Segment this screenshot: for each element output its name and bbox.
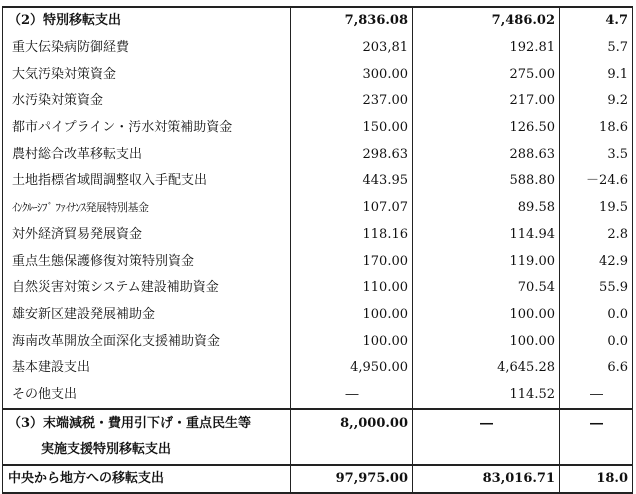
total-value-1: 97,975.00: [291, 465, 413, 494]
row-value-3: 55.9: [560, 275, 633, 302]
row-value-3: 19.5: [560, 195, 633, 222]
row-value-2: 288.63: [413, 141, 560, 168]
row-value-2: 192.81: [413, 35, 560, 62]
row-value-2: 588.80: [413, 168, 560, 195]
row-value-2: 70.54: [413, 275, 560, 302]
table-row: [3, 222, 633, 249]
table-row: [3, 35, 633, 62]
table-row: [3, 302, 633, 329]
row-label: ｲﾝｸﾙｰｼﾌﾞ ﾌｧｲﾅﾝｽ発展特別基金: [3, 195, 291, 222]
row-value-1: 203,81: [291, 35, 413, 62]
row-value-1: 300.00: [291, 61, 413, 88]
section-2-label: （2）特別移転支出: [3, 7, 291, 35]
section-3-row-continued: [3, 437, 633, 465]
row-value-3: 42.9: [560, 248, 633, 275]
row-value-3: 6.6: [560, 355, 633, 382]
row-value-1: ―: [291, 382, 413, 410]
row-value-1: 4,950.00: [291, 355, 413, 382]
row-value-2: 275.00: [413, 61, 560, 88]
table-row: [3, 115, 633, 142]
row-value-2: 126.50: [413, 115, 560, 142]
section-2-value-3: 4.7: [560, 7, 633, 35]
row-label: 農村総合改革移転支出: [3, 141, 291, 168]
section-2-value-1: 7,836.08: [291, 7, 413, 35]
row-value-2: 119.00: [413, 248, 560, 275]
row-value-3: 0.0: [560, 328, 633, 355]
row-value-3: ―: [560, 382, 633, 410]
row-value-1: 170.00: [291, 248, 413, 275]
row-value-1: 118.16: [291, 222, 413, 249]
row-value-2: 114.94: [413, 222, 560, 249]
row-label: 重点生態保護修復対策特別資金: [3, 248, 291, 275]
row-value-3: 5.7: [560, 35, 633, 62]
table-row: [3, 328, 633, 355]
row-label: 雄安新区建設発展補助金: [3, 302, 291, 329]
section-2-value-2: 7,486.02: [413, 7, 560, 35]
section-3-value-2: ―: [413, 409, 560, 437]
section-3-empty-2: [413, 437, 560, 465]
table-row: [3, 382, 633, 410]
section-3-empty-1: [291, 437, 413, 465]
table-row: [3, 141, 633, 168]
section-3-label-line1: （3）末端減税・費用引下げ・重点民生等: [3, 409, 291, 437]
row-label: 土地指標省域間調整収入手配支出: [3, 168, 291, 195]
row-value-3: 2.8: [560, 222, 633, 249]
row-value-2: 100.00: [413, 328, 560, 355]
row-value-1: 237.00: [291, 88, 413, 115]
row-value-2: 4,645.28: [413, 355, 560, 382]
row-label: 自然災害対策システム建設補助資金: [3, 275, 291, 302]
row-value-2: 89.58: [413, 195, 560, 222]
section-3-value-1: 8,,000.00: [291, 409, 413, 437]
row-value-2: 114.52: [413, 382, 560, 410]
table-row: [3, 168, 633, 195]
table-row: [3, 275, 633, 302]
row-value-2: 217.00: [413, 88, 560, 115]
row-value-2: 100.00: [413, 302, 560, 329]
row-value-3: 3.5: [560, 141, 633, 168]
table-row: [3, 88, 633, 115]
total-label: 中央から地方への移転支出: [3, 465, 291, 494]
row-value-1: 100.00: [291, 302, 413, 329]
total-value-2: 83,016.71: [413, 465, 560, 494]
total-value-3: 18.0: [560, 465, 633, 494]
row-label: 水汚染対策資金: [3, 88, 291, 115]
row-value-1: 298.63: [291, 141, 413, 168]
section-2-row: [3, 7, 633, 35]
table-row: [3, 195, 633, 222]
row-value-3: 0.0: [560, 302, 633, 329]
table-row: [3, 61, 633, 88]
row-value-1: 150.00: [291, 115, 413, 142]
row-value-3: 9.2: [560, 88, 633, 115]
row-value-3: 9.1: [560, 61, 633, 88]
table-row: [3, 248, 633, 275]
row-value-3: 18.6: [560, 115, 633, 142]
row-label: 都市パイプライン・汚水対策補助資金: [3, 115, 291, 142]
total-row: [3, 465, 633, 494]
row-value-1: 110.00: [291, 275, 413, 302]
budget-table: [2, 6, 633, 494]
row-value-3: －24.6: [560, 168, 633, 195]
row-value-1: 100.00: [291, 328, 413, 355]
section-3-row: [3, 409, 633, 437]
row-value-1: 107.07: [291, 195, 413, 222]
row-value-1: 443.95: [291, 168, 413, 195]
row-label: 大気汚染対策資金: [3, 61, 291, 88]
section-3-empty-3: [560, 437, 633, 465]
section-3-label-line2: 実施支援特別移転支出: [3, 437, 291, 465]
table-row: [3, 355, 633, 382]
row-label: 基本建設支出: [3, 355, 291, 382]
row-label: その他支出: [3, 382, 291, 410]
row-label: 海南改革開放全面深化支援補助資金: [3, 328, 291, 355]
section-3-value-3: ―: [560, 409, 633, 437]
row-label: 対外経済貿易発展資金: [3, 222, 291, 249]
row-label: 重大伝染病防御経費: [3, 35, 291, 62]
